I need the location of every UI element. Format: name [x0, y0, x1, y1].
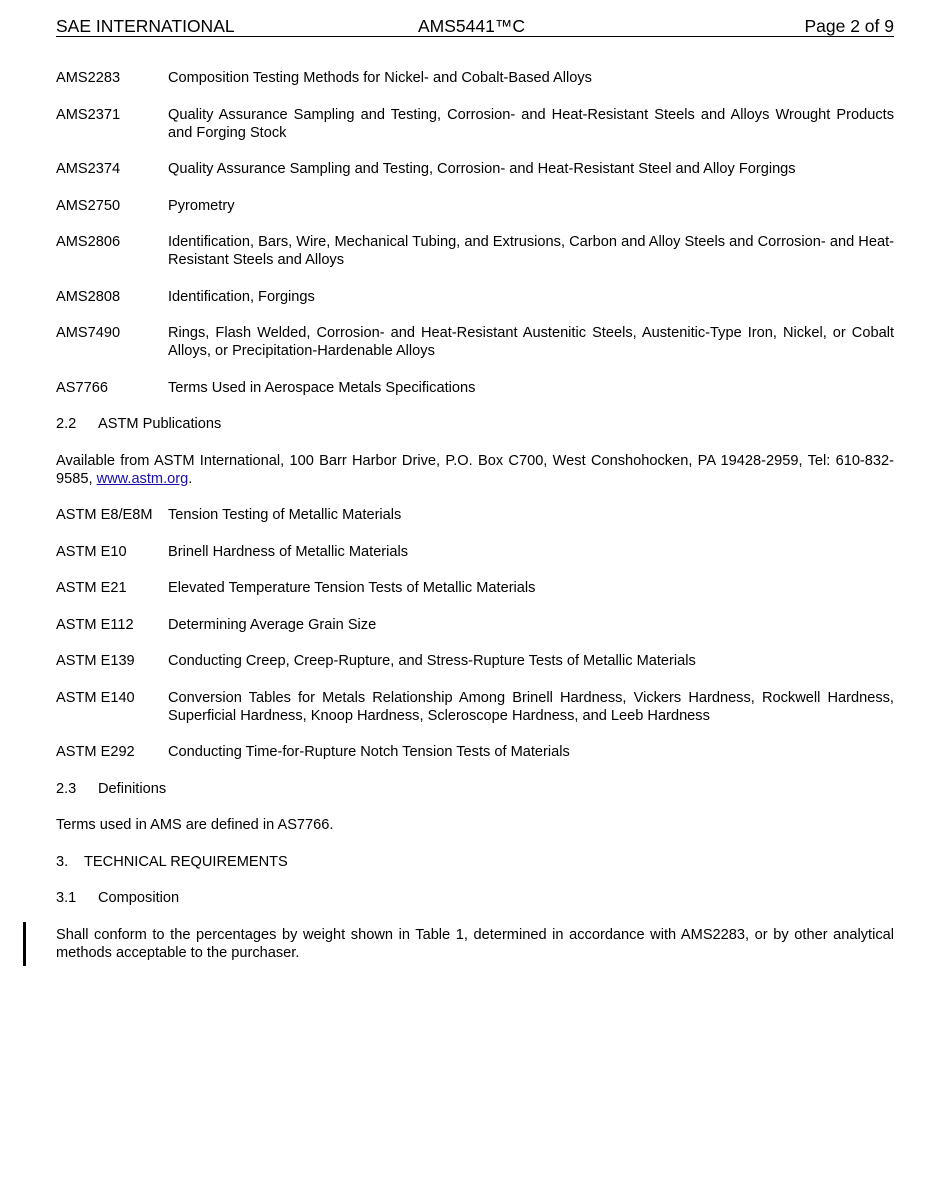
document-body	[56, 69, 894, 980]
reference-title: Tension Testing of Metallic Materials	[168, 507, 402, 523]
reference-title: Conversion Tables for Metals Relationship Among Brinell Hardness, Vickers Hardness, Rockwell Hardness, Superficial Hardness, Knoop Hardness, Scleroscope Hardness, and Leeb Hardness	[168, 689, 894, 724]
reference-code: AMS2283	[56, 70, 121, 86]
reference-item	[56, 288, 894, 306]
reference-title: Elevated Temperature Tension Tests of Metallic Materials	[168, 580, 536, 596]
reference-item	[56, 233, 894, 269]
reference-title: Rings, Flash Welded, Corrosion- and Heat-Resistant Austenitic Steels, Austenitic-Type Iron, Nickel, or Cobalt Alloys, or Precipitation-Hardenable Alloys	[168, 325, 894, 359]
reference-code: AMS7490	[56, 325, 121, 341]
reference-code: ASTM E139	[56, 653, 135, 669]
reference-title: Identification, Bars, Wire, Mechanical Tubing, and Extrusions, Carbon and Alloy Steels and Corrosion- and Heat-Resistant Steels and Alloys	[168, 234, 894, 268]
reference-title: Determining Average Grain Size	[168, 616, 377, 633]
section-title: ASTM Publications	[98, 416, 222, 432]
section-number: 2.3	[56, 780, 77, 797]
reference-item	[56, 543, 894, 561]
astm-availability-paragraph	[56, 452, 894, 488]
revision-change-bar	[23, 922, 26, 966]
section-heading-technical-requirements	[56, 853, 894, 871]
reference-title: Terms Used in Aerospace Metals Specifications	[168, 379, 476, 396]
page-header	[56, 16, 894, 37]
section-heading-definitions	[56, 780, 894, 798]
reference-item	[56, 197, 894, 215]
reference-title: Composition Testing Methods for Nickel- and Cobalt-Based Alloys	[168, 70, 592, 86]
reference-item	[56, 106, 894, 142]
reference-code: AMS2374	[56, 161, 121, 177]
reference-code: ASTM E10	[56, 543, 127, 560]
section-number: 3.	[56, 853, 69, 870]
reference-code: AMS2750	[56, 197, 121, 214]
section-title: Definitions	[98, 780, 167, 797]
section-number: 2.2	[56, 416, 77, 432]
reference-item	[56, 743, 894, 761]
reference-code: AMS2808	[56, 288, 121, 305]
reference-code: ASTM E292	[56, 744, 135, 760]
section-number: 3.1	[56, 890, 77, 906]
reference-title: Conducting Creep, Creep-Rupture, and Stress-Rupture Tests of Metallic Materials	[168, 653, 696, 669]
reference-item	[56, 324, 894, 360]
reference-item	[56, 379, 894, 397]
reference-item	[56, 579, 894, 597]
reference-title: Quality Assurance Sampling and Testing, Corrosion- and Heat-Resistant Steels and Alloys Wrought Products and Forging Stock	[168, 106, 894, 141]
section-title: Composition	[98, 890, 180, 906]
reference-item	[56, 506, 894, 524]
section-title: TECHNICAL REQUIREMENTS	[84, 853, 288, 870]
reference-item	[56, 160, 894, 178]
reference-code: AMS2806	[56, 234, 121, 250]
section-heading-composition	[56, 889, 894, 907]
reference-item	[56, 69, 894, 87]
reference-code: AMS2371	[56, 106, 121, 123]
reference-title: Quality Assurance Sampling and Testing, Corrosion- and Heat-Resistant Steel and Alloy Forgings	[168, 161, 796, 177]
header-doc-number: AMS5441™C	[418, 16, 525, 36]
header-page-number: Page 2 of 9	[804, 16, 894, 36]
reference-code: ASTM E21	[56, 580, 127, 596]
reference-title: Brinell Hardness of Metallic Materials	[168, 543, 409, 560]
reference-code: AS7766	[56, 379, 108, 396]
reference-title: Conducting Time-for-Rupture Notch Tension Tests of Materials	[168, 744, 570, 760]
astm-website-link[interactable]: www.astm.org	[96, 470, 189, 487]
reference-item	[56, 689, 894, 725]
reference-item	[56, 652, 894, 670]
reference-item	[56, 616, 894, 634]
astm-availability-text: Available from ASTM International, 100 Barr Harbor Drive, P.O. Box C700, West Conshohocken, PA 19428-2959, Tel: 610-832-9585,	[56, 452, 894, 487]
reference-title: Identification, Forgings	[168, 288, 315, 305]
header-org: SAE INTERNATIONAL	[56, 16, 235, 36]
reference-code: ASTM E8/E8M	[56, 507, 153, 523]
composition-paragraph: Shall conform to the percentages by weight shown in Table 1, determined in accordance with AMS2283, or by other analytical methods acceptable to the purchaser.	[56, 926, 894, 961]
reference-code: ASTM E140	[56, 689, 135, 706]
section-heading-astm	[56, 415, 894, 433]
reference-code: ASTM E112	[56, 616, 134, 633]
definitions-paragraph: Terms used in AMS are defined in AS7766.	[56, 817, 334, 833]
reference-title: Pyrometry	[168, 197, 235, 214]
astm-availability-end: .	[188, 470, 193, 487]
